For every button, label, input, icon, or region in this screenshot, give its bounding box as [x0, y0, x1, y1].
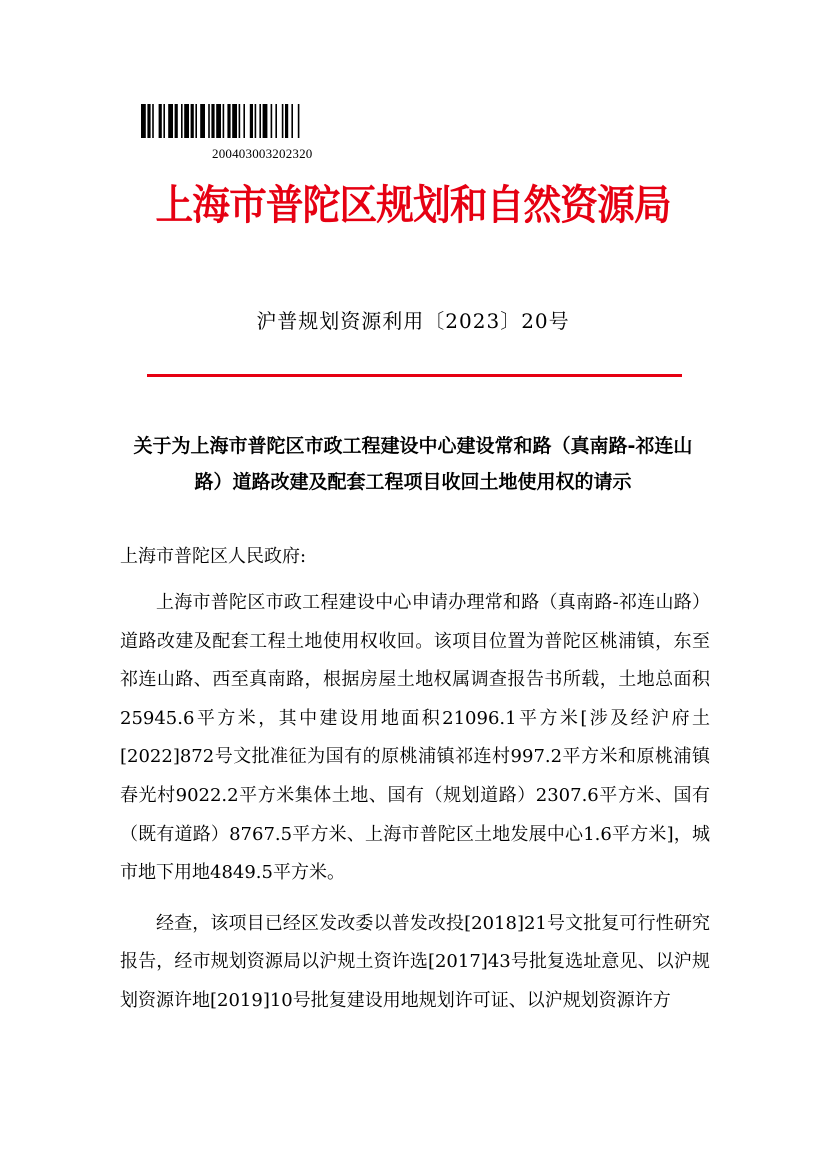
- body-text: [120, 584, 710, 1033]
- body-paragraph-1: 上海市普陀区市政工程建设中心申请办理常和路（真南路-祁连山路）道路改建及配套工程土地使用权收回。该项目位置为普陀区桃浦镇，东至祁连山路、西至真南路，根据房屋土地权属调查报告书所载，土地总面积25945.6平方米，其中建设用地面积21096.1平方米[涉及经沪府土[2022]872号文批准征为国有的原桃浦镇祁连村997.2平方米和原桃浦镇春光村9022.2平方米集体土地、国有（规划道路）2307.6平方米、国有（既有道路）8767.5平方米、上海市普陀区土地发展中心1.6平方米]，城市地下用地4849.5平方米。: [120, 592, 710, 884]
- document-number: 沪普规划资源利用〔2023〕20号: [256, 309, 570, 333]
- document-title: [112, 428, 714, 500]
- red-divider-rule: [147, 374, 682, 377]
- body-paragraph-2: 经查，该项目已经区发改委以普发改投[2018]21号文批复可行性研究报告，经市规划资源局以沪规土资许选[2017]43号批复选址意见、以沪规划资源许地[2019]10号批复建设用地规划许可证、以沪规划资源许方: [120, 912, 710, 1011]
- document-title-line-1: 关于为上海市普陀区市政工程建设中心建设常和路（真南路-祁连山: [133, 435, 693, 457]
- document-title-line-2: 路）道路改建及配套工程项目收回土地使用权的请示: [194, 471, 632, 493]
- barcode: [141, 104, 421, 138]
- addressee: 上海市普陀区人民政府:: [120, 546, 307, 567]
- barcode-number: 200403003202320: [212, 146, 313, 161]
- issuing-organization-title: 上海市普陀区规划和自然资源局: [155, 181, 671, 229]
